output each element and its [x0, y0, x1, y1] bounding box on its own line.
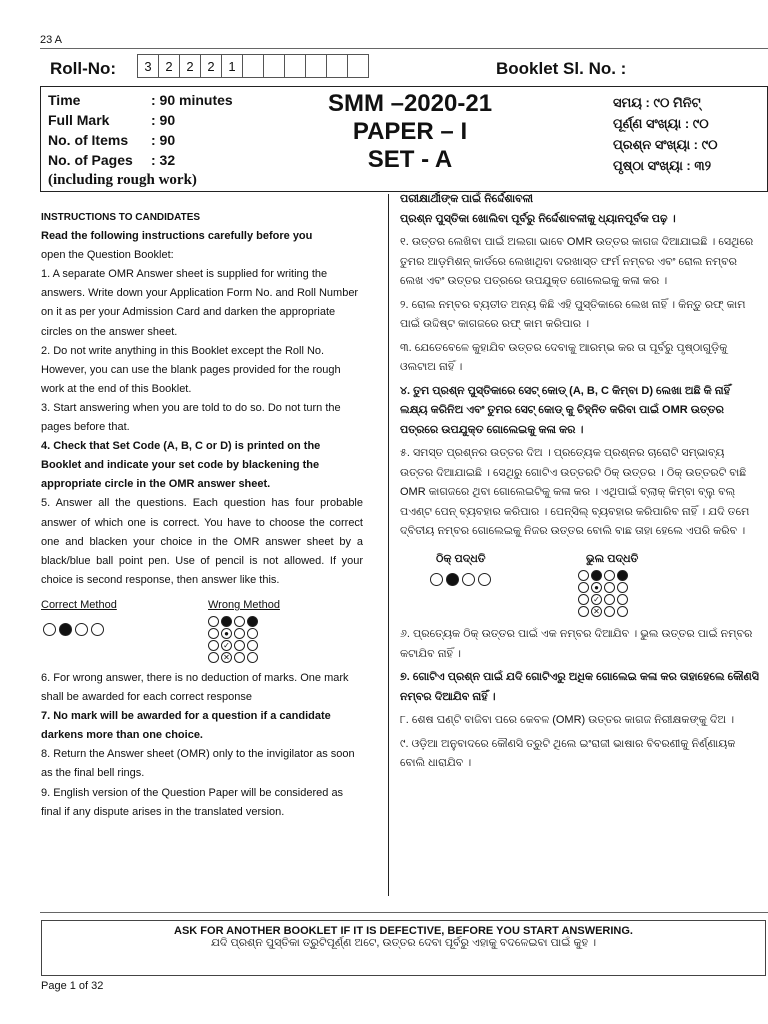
roll-digit: [326, 54, 348, 78]
odia-subheading: ପ୍ରଶ୍ନ ପୁସ୍ତିକା ଖୋଲିବା ପୂର୍ବରୁ ନିର୍ଦ୍ଦେଶାବଳୀକୁ ଧ୍ୟାନପୂର୍ବକ ପଢ଼ ।: [400, 212, 676, 225]
empty-bubble-icon: [75, 623, 88, 636]
empty-bubble-icon: [462, 573, 475, 586]
rough-work-note: (including rough work): [48, 172, 197, 188]
empty-bubble-icon: [578, 594, 589, 605]
items-key: No. of Items: [48, 132, 129, 148]
odia-heading: ପରୀକ୍ଷାର୍ଥୀଙ୍କ ପାଇଁ ନିର୍ଦ୍ଦେଶାବଳୀ: [400, 193, 533, 205]
empty-bubble-icon: [604, 606, 615, 617]
notice-english: ASK FOR ANOTHER BOOKLET IF IT IS DEFECTIVE, BEFORE YOU START ANSWERING.: [174, 925, 633, 937]
odia-instruction: ୪. ତୁମ ପ୍ରଶ୍ନ ପୁସ୍ତିକାରେ ସେଟ୍ କୋଡ୍ (A, B, C କିମ୍ବା D) ଲେଖା ଅଛି କି ନାହିଁ ଲକ୍ଷ୍ୟ କରିନିଅ ଏବଂ ତୁମର ସେଟ୍ କୋଡ୍ କୁ ଚିହ୍ନିତ କରିବା ପାଇଁ OMR ଉତ୍ତର ପତ୍ରରେ ଉପଯୁକ୍ତ ଗୋଲେଇକୁ କଳା କର ।: [400, 384, 731, 436]
roll-digit: 2: [179, 54, 201, 78]
empty-bubble-icon: [208, 616, 219, 627]
empty-bubble-icon: [43, 623, 56, 636]
wrong-method-label: Wrong Method: [208, 598, 280, 611]
time-value: : 90 minutes: [151, 92, 233, 108]
filled-bubble-icon: [59, 623, 72, 636]
odia-instruction: ୫. ସମସ୍ତ ପ୍ରଶ୍ନର ଉତ୍ତର ଦିଅ । ପ୍ରତ୍ୟେକ ପ୍ରଶ୍ନର ଚାରୋଟି ସମ୍ଭାବ୍ୟ ଉତ୍ତର ଦିଆଯାଇଛି । ସେଥିରୁ ଗୋଟିଏ ଉତ୍ତରଟି ଠିକ୍ ଉତ୍ତର । ଠିକ୍ ଉତ୍ତରଟି ବାଛି OMR କାଗଜରେ ଥିବା ଗୋଲେଇଟିକୁ କଳା କର । ଏଥିପାଇଁ ବ୍ଲାକ୍ କିମ୍ବା ବ୍ଲୁ ବଲ୍ ପଏଣ୍ଟ ପେନ୍ ବ୍ୟବହାର କରିପାର । ପେନ୍ସିଲ୍ ବ୍ୟବହାର କରିପାରିବ ନାହିଁ । ଯଦି ତମେ ଦ୍ବିତୀୟ ନମ୍ବର ଗୋଲେଇକୁ ନିଜର ଉତ୍ତର ବୋଲି ବାଛ ତାହା ହେଲେ ଏପରି କରିବ ।: [400, 447, 750, 537]
empty-bubble-icon: [604, 594, 615, 605]
odia-instruction: ୮. ଶେଷ ଘଣ୍ଟି ବାଜିବା ପରେ କେବଳ (OMR) ଉତ୍ତର କାଗଜ ନିରୀକ୍ଷକଙ୍କୁ ଦିଅ ।: [400, 714, 735, 726]
empty-bubble-icon: [208, 628, 219, 639]
booklet-serial-label: Booklet Sl. No. :: [496, 59, 627, 78]
exam-meta: [48, 90, 233, 190]
odia-instruction: ୧. ଉତ୍ତର ଲେଖିବା ପାଇଁ ଅଲଗା ଭାବେ OMR ଉତ୍ତର କାଗଜ ଦିଆଯାଇଛି । ସେଥିରେ ତୁମର ଆଡ଼ମିଶନ୍ କାର୍ଡରେ ଲେଖାଥିବା ଦରଖାସ୍ତ ଫର୍ମ ନମ୍ବର ଏବଂ ରୋଲ ନମ୍ବର ଲେଖ ଏବଂ ଉତ୍ତର ପତ୍ରରେ ଉପଯୁକ୍ତ ଗୋଲେଇକୁ କଳା କର ।: [400, 236, 754, 287]
instruction: 9. English version of the Question Paper will be considered as final if any dispute arises in the translated version.: [41, 786, 344, 818]
pages-value: : 32: [151, 152, 176, 168]
empty-bubble-icon: [478, 573, 491, 586]
marks-value: : 90: [151, 112, 176, 128]
empty-bubble-icon: [617, 582, 628, 593]
instructions-heading: INSTRUCTIONS TO CANDIDATES: [41, 212, 201, 223]
instruction: 6. For wrong answer, there is no deduction of marks. One mark shall be awarded for each correct response: [41, 671, 349, 704]
tick-bubble-icon: ✓: [591, 594, 602, 605]
odia-wrong-label: ଭୁଲ ପଦ୍ଧତି: [586, 552, 639, 565]
empty-bubble-icon: [578, 570, 589, 581]
paper-code: 23 A: [40, 34, 63, 46]
roll-digit: [305, 54, 327, 78]
odia-instruction: ୨. ରୋଲ ନମ୍ବର ବ୍ୟତୀତ ଅନ୍ୟ କିଛି ଏହି ପୁସ୍ତିକାରେ ଲେଖ ନାହିଁ । କିନ୍ତୁ ରଫ୍ କାମ ପାଇଁ ଉଦ୍ଦିଷ୍ଟ କାଗଜରେ ରଫ୍ କାମ କରିପାର ।: [400, 298, 746, 330]
dot-bubble-icon: ●: [591, 582, 602, 593]
instruction: 7. No mark will be awarded for a question if a candidate darkens more than one choice.: [41, 710, 331, 742]
empty-bubble-icon: [604, 582, 615, 593]
time-key: Time: [48, 92, 81, 108]
cross-bubble-icon: ✕: [591, 606, 602, 617]
instruction: 1. A separate OMR Answer sheet is supplied for writing the answers. Write down your Application Form No. and Roll Number on it as per your Admission Card and darken the appropriate circles on the answer sheet.: [41, 268, 359, 338]
cross-bubble-icon: ✕: [221, 652, 232, 663]
column-divider: [388, 194, 389, 896]
odia-instruction: ୭. ଗୋଟିଏ ପ୍ରଶ୍ନ ପାଇଁ ଯଦି ଗୋଟିଏରୁ ଅଧିକ ଗୋଲେଇ କଳା କର ତାହାହେଲେ କୌଣସି ନମ୍ବର ଦିଆଯିବ ନାହିଁ ।: [400, 671, 759, 703]
odia-meta-line: ପୂର୍ଣ୍ଣ ସଂଖ୍ୟା : ୯୦: [613, 116, 709, 131]
empty-bubble-icon: [247, 628, 258, 639]
roll-number-boxes: [138, 54, 369, 78]
empty-bubble-icon: [578, 582, 589, 593]
tick-bubble-icon: ✓: [221, 640, 232, 651]
odia-meta-line: ପୃଷ୍ଠା ସଂଖ୍ୟା : ୩୨: [613, 158, 712, 173]
english-instructions: [41, 208, 363, 822]
instructions-subheading: Read the following instructions carefully before you: [41, 230, 313, 243]
odia-correct-label: ଠିକ୍ ପଦ୍ଧତି: [436, 552, 486, 565]
roll-digit: 3: [137, 54, 159, 78]
instruction: 5. Answer all the questions. Each question has four probable answer of which one is correct. You have to choose the correct one and blacken your choice in the OMR answer sheet by a black/blue ball point pen. Use of pencil is not allowed. If your choice is second response, then answer like this.: [41, 497, 363, 586]
title-line: SMM –2020-21: [327, 90, 493, 117]
filled-bubble-icon: [247, 616, 258, 627]
odia-meta-line: ସମୟ : ୯୦ ମିନିଟ୍: [613, 95, 701, 110]
roll-digit: [242, 54, 264, 78]
defective-booklet-notice: [41, 920, 766, 976]
empty-bubble-icon: [91, 623, 104, 636]
empty-bubble-icon: [234, 616, 245, 627]
instruction: open the Question Booklet:: [41, 249, 174, 262]
instruction: 3. Start answering when you are told to do so. Do not turn the pages before that.: [41, 401, 341, 434]
empty-bubble-icon: [234, 652, 245, 663]
omr-method-examples: [41, 596, 363, 663]
roll-label: Roll-No:: [50, 59, 117, 78]
empty-bubble-icon: [247, 640, 258, 651]
instruction: 8. Return the Answer sheet (OMR) only to the invigilator as soon as the final bell rings.: [41, 748, 355, 780]
empty-bubble-icon: [430, 573, 443, 586]
dot-bubble-icon: ●: [221, 628, 232, 639]
filled-bubble-icon: [446, 573, 459, 586]
odia-instructions: [400, 190, 760, 778]
empty-bubble-icon: [247, 652, 258, 663]
roll-digit: [284, 54, 306, 78]
notice-odia: ଯଦି ପ୍ରଶ୍ନ ପୁସ୍ତିକା ତ୍ରୁଟିପୂର୍ଣ୍ଣ ଅଟେ, ଉତ୍ତର ଦେବା ପୂର୍ବରୁ ଏହାକୁ ବଦଳେଇବା ପାଇଁ କୁହ ।: [210, 937, 597, 949]
instruction: 2. Do not write anything in this Booklet except the Roll No. However, you can use the blank pages provided for the rough work at the end of this Booklet.: [41, 344, 341, 395]
empty-bubble-icon: [234, 628, 245, 639]
marks-key: Full Mark: [48, 112, 110, 128]
page-number: Page 1 of 32: [41, 980, 104, 992]
odia-omr-method-examples: [430, 550, 760, 618]
odia-instruction: ୬. ପ୍ରତ୍ୟେକ ଠିକ୍ ଉତ୍ତର ପାଇଁ ଏକ ନମ୍ବର ଦିଆଯିବ । ଭୁଲ ଉତ୍ତର ପାଇଁ ନମ୍ବର କଟାଯିବ ନାହିଁ ।: [400, 628, 753, 660]
roll-digit: [347, 54, 369, 78]
empty-bubble-icon: [208, 640, 219, 651]
items-value: : 90: [151, 132, 176, 148]
title-line: SET - A: [367, 146, 453, 173]
roll-digit: [263, 54, 285, 78]
title-line: PAPER – I: [352, 118, 468, 145]
empty-bubble-icon: [617, 606, 628, 617]
odia-meta-line: ପ୍ରଶ୍ନ ସଂଖ୍ୟା : ୯୦: [613, 137, 718, 152]
correct-method-label: Correct Method: [41, 598, 117, 611]
empty-bubble-icon: [604, 570, 615, 581]
roll-digit: 2: [200, 54, 222, 78]
empty-bubble-icon: [617, 594, 628, 605]
top-divider: [40, 48, 768, 49]
roll-digit: 1: [221, 54, 243, 78]
exam-title: [290, 90, 530, 174]
odia-meta: [613, 92, 717, 176]
filled-bubble-icon: [617, 570, 628, 581]
instruction: 4. Check that Set Code (A, B, C or D) is printed on the Booklet and indicate your set code by blackening the appropriate circle in the OMR answer sheet.: [41, 440, 321, 491]
pages-key: No. of Pages: [48, 152, 133, 168]
empty-bubble-icon: [208, 652, 219, 663]
empty-bubble-icon: [234, 640, 245, 651]
bottom-divider: [40, 912, 768, 913]
odia-instruction: ୩. ଯେତେବେଳେ କୁହାଯିବ ଉତ୍ତର ଦେବାକୁ ଆରମ୍ଭ କର ତା ପୂର୍ବରୁ ପୃଷ୍ଠାଗୁଡ଼ିକୁ ଓଲଟାଅ ନାହିଁ ।: [400, 341, 728, 373]
roll-digit: 2: [158, 54, 180, 78]
odia-instruction: ୯. ଓଡ଼ିଆ ଅନୁବାଦରେ କୌଣସି ତ୍ରୁଟି ଥିଲେ ଇଂରାଜୀ ଭାଷାର ବିବରଣୀକୁ ନିର୍ଣ୍ଣାୟକ ବୋଲି ଧାରାଯିବ ।: [400, 737, 736, 769]
empty-bubble-icon: [578, 606, 589, 617]
